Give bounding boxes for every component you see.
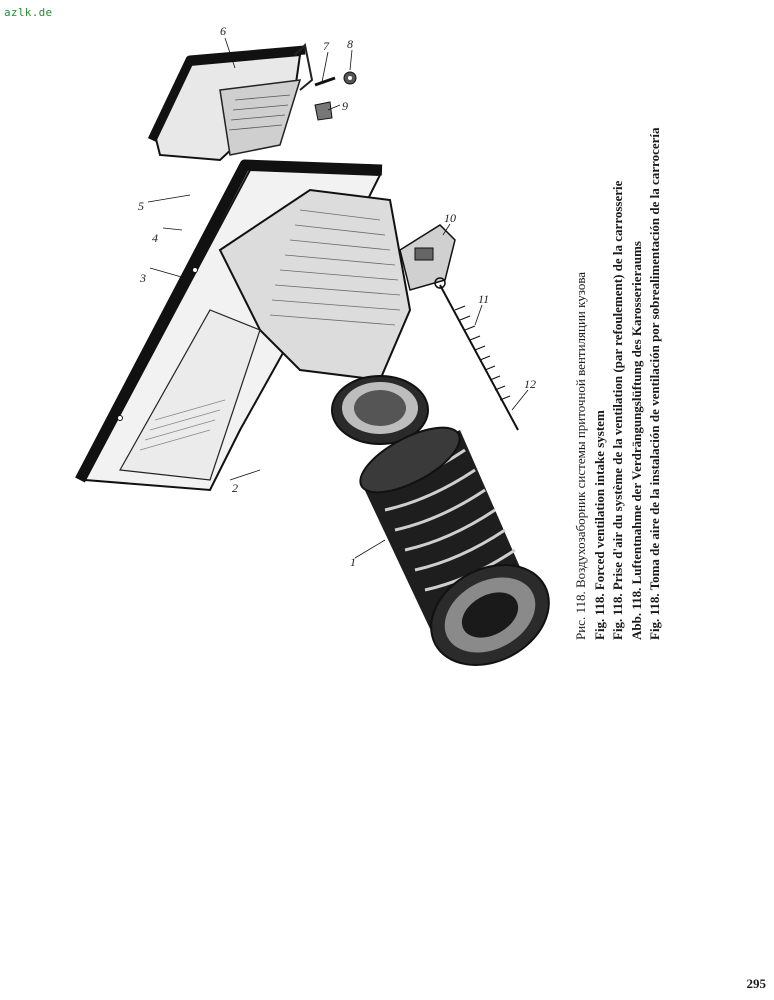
small-fasteners — [315, 72, 356, 120]
caption-french: Fig. 118. Prise d'air du système de la ventilation (par refoulement) de la carrosserie — [610, 180, 625, 640]
mounting-bracket — [400, 225, 455, 290]
exploded-view-illustration — [60, 10, 560, 670]
callout-2: 2 — [232, 481, 238, 495]
callout-4: 4 — [152, 231, 158, 245]
callout-12: 12 — [524, 377, 536, 391]
caption-spanish: Fig. 118. Toma de aire de la instalación de ventilación por sobrealimentación de la carrocería — [647, 127, 662, 640]
callout-8: 8 — [347, 37, 353, 51]
callout-9: 9 — [342, 99, 348, 113]
caption-german: Abb. 118. Luftentnahme der Verdrängungslüftung des Karosserieraums — [628, 241, 644, 640]
page-number: 295 — [746, 976, 766, 991]
caption-russian: Рис. 118. Воздухозаборник системы приточной вентиляции кузова — [573, 271, 588, 640]
callout-6: 6 — [220, 24, 226, 38]
callout-5: 5 — [138, 199, 144, 213]
figure-captions — [572, 40, 665, 640]
caption-english: Fig. 118. Forced ventilation intake system — [591, 410, 607, 640]
upper-frame-part — [152, 45, 312, 160]
callout-3: 3 — [140, 271, 146, 285]
callout-10: 10 — [444, 211, 456, 225]
spring-rod — [435, 278, 518, 430]
callout-11: 11 — [478, 292, 490, 306]
site-watermark: azlk.de — [4, 6, 53, 19]
corrugated-hose — [351, 415, 560, 670]
callout-7: 7 — [323, 39, 329, 53]
callout-1: 1 — [350, 555, 356, 569]
